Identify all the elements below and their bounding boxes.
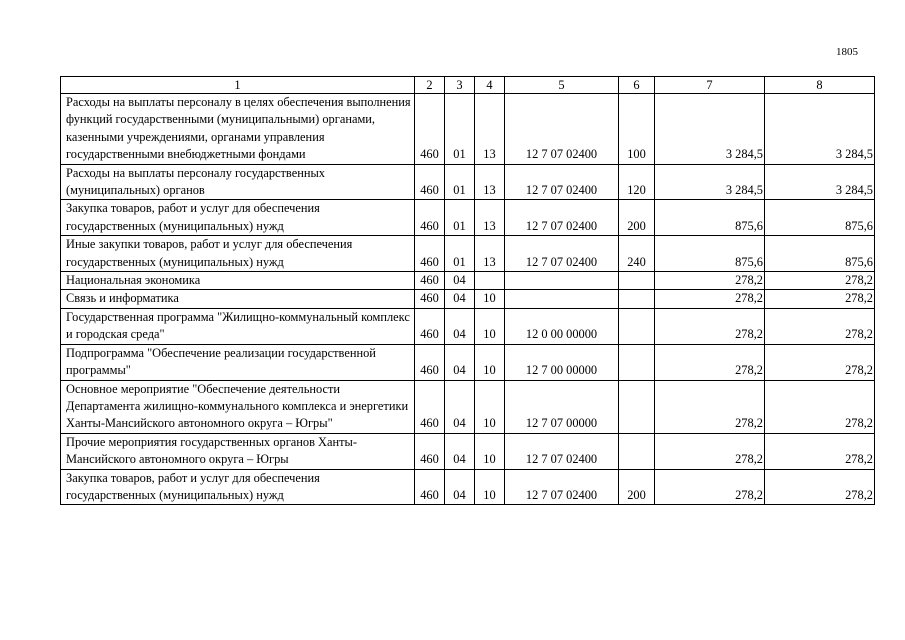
column-header-7: 7 bbox=[655, 77, 765, 94]
ministry-code-cell: 460 bbox=[415, 308, 445, 344]
amount-cell-7: 278,2 bbox=[655, 308, 765, 344]
section-code-cell: 04 bbox=[445, 344, 475, 380]
target-article-cell: 12 7 07 00000 bbox=[505, 380, 619, 433]
ministry-code-cell: 460 bbox=[415, 272, 445, 290]
expense-type-cell: 200 bbox=[619, 469, 655, 505]
subsection-code-cell: 10 bbox=[475, 380, 505, 433]
expense-type-cell: 200 bbox=[619, 200, 655, 236]
subsection-code-cell: 10 bbox=[475, 344, 505, 380]
amount-cell-8: 875,6 bbox=[765, 236, 875, 272]
section-code-cell: 01 bbox=[445, 200, 475, 236]
column-header-5: 5 bbox=[505, 77, 619, 94]
ministry-code-cell: 460 bbox=[415, 380, 445, 433]
target-article-cell: 12 7 07 02400 bbox=[505, 236, 619, 272]
target-article-cell: 12 7 07 02400 bbox=[505, 200, 619, 236]
amount-cell-7: 278,2 bbox=[655, 344, 765, 380]
column-header-8: 8 bbox=[765, 77, 875, 94]
subsection-code-cell: 13 bbox=[475, 200, 505, 236]
amount-cell-8: 278,2 bbox=[765, 344, 875, 380]
amount-cell-7: 3 284,5 bbox=[655, 164, 765, 200]
expense-name-cell: Государственная программа "Жилищно-коммунальный комплекс и городская среда" bbox=[61, 308, 415, 344]
table-body bbox=[61, 94, 875, 505]
column-header-1: 1 bbox=[61, 77, 415, 94]
target-article-cell: 12 0 00 00000 bbox=[505, 308, 619, 344]
amount-cell-8: 278,2 bbox=[765, 308, 875, 344]
ministry-code-cell: 460 bbox=[415, 433, 445, 469]
table-row bbox=[61, 236, 875, 272]
section-code-cell: 04 bbox=[445, 272, 475, 290]
ministry-code-cell: 460 bbox=[415, 344, 445, 380]
amount-cell-8: 3 284,5 bbox=[765, 94, 875, 165]
subsection-code-cell: 10 bbox=[475, 308, 505, 344]
target-article-cell: 12 7 07 02400 bbox=[505, 164, 619, 200]
expense-type-cell bbox=[619, 433, 655, 469]
subsection-code-cell: 13 bbox=[475, 94, 505, 165]
column-header-3: 3 bbox=[445, 77, 475, 94]
table-row bbox=[61, 344, 875, 380]
section-code-cell: 04 bbox=[445, 469, 475, 505]
amount-cell-7: 278,2 bbox=[655, 380, 765, 433]
column-header-4: 4 bbox=[475, 77, 505, 94]
expense-type-cell: 100 bbox=[619, 94, 655, 165]
expense-type-cell bbox=[619, 290, 655, 308]
page-number: 1805 bbox=[836, 46, 858, 58]
budget-table bbox=[60, 76, 875, 505]
expense-name-cell: Связь и информатика bbox=[61, 290, 415, 308]
amount-cell-7: 278,2 bbox=[655, 272, 765, 290]
target-article-cell bbox=[505, 272, 619, 290]
amount-cell-7: 875,6 bbox=[655, 236, 765, 272]
target-article-cell: 12 7 07 02400 bbox=[505, 94, 619, 165]
section-code-cell: 04 bbox=[445, 290, 475, 308]
table-row bbox=[61, 200, 875, 236]
amount-cell-7: 278,2 bbox=[655, 290, 765, 308]
column-header-2: 2 bbox=[415, 77, 445, 94]
amount-cell-8: 278,2 bbox=[765, 469, 875, 505]
ministry-code-cell: 460 bbox=[415, 290, 445, 308]
table-row bbox=[61, 469, 875, 505]
expense-name-cell: Закупка товаров, работ и услуг для обеспечения государственных (муниципальных) нужд bbox=[61, 469, 415, 505]
ministry-code-cell: 460 bbox=[415, 236, 445, 272]
table-row bbox=[61, 164, 875, 200]
ministry-code-cell: 460 bbox=[415, 200, 445, 236]
expense-type-cell bbox=[619, 308, 655, 344]
section-code-cell: 04 bbox=[445, 433, 475, 469]
amount-cell-8: 875,6 bbox=[765, 200, 875, 236]
header-row bbox=[61, 77, 875, 94]
table-row bbox=[61, 272, 875, 290]
expense-type-cell bbox=[619, 272, 655, 290]
expense-name-cell: Закупка товаров, работ и услуг для обеспечения государственных (муниципальных) нужд bbox=[61, 200, 415, 236]
table-row bbox=[61, 433, 875, 469]
expense-name-cell: Иные закупки товаров, работ и услуг для обеспечения государственных (муниципальных) нужд bbox=[61, 236, 415, 272]
subsection-code-cell: 10 bbox=[475, 469, 505, 505]
amount-cell-7: 875,6 bbox=[655, 200, 765, 236]
section-code-cell: 01 bbox=[445, 236, 475, 272]
column-header-6: 6 bbox=[619, 77, 655, 94]
subsection-code-cell bbox=[475, 272, 505, 290]
expense-name-cell: Подпрограмма "Обеспечение реализации государственной программы" bbox=[61, 344, 415, 380]
subsection-code-cell: 13 bbox=[475, 236, 505, 272]
amount-cell-8: 278,2 bbox=[765, 380, 875, 433]
expense-type-cell bbox=[619, 380, 655, 433]
target-article-cell: 12 7 07 02400 bbox=[505, 469, 619, 505]
expense-name-cell: Расходы на выплаты персоналу в целях обеспечения выполнения функций государственными (муниципальными) органами, казенными учреждениями, органами управления государственными внебюджетными фондами bbox=[61, 94, 415, 165]
expense-name-cell: Основное мероприятие "Обеспечение деятельности Департамента жилищно-коммунального комплекса и энергетики Ханты-Мансийского автономного округа – Югры" bbox=[61, 380, 415, 433]
expense-name-cell: Расходы на выплаты персоналу государственных (муниципальных) органов bbox=[61, 164, 415, 200]
expense-type-cell: 240 bbox=[619, 236, 655, 272]
section-code-cell: 04 bbox=[445, 380, 475, 433]
target-article-cell: 12 7 07 02400 bbox=[505, 433, 619, 469]
table-row bbox=[61, 380, 875, 433]
expense-type-cell bbox=[619, 344, 655, 380]
ministry-code-cell: 460 bbox=[415, 94, 445, 165]
section-code-cell: 01 bbox=[445, 164, 475, 200]
expense-type-cell: 120 bbox=[619, 164, 655, 200]
subsection-code-cell: 10 bbox=[475, 290, 505, 308]
ministry-code-cell: 460 bbox=[415, 469, 445, 505]
target-article-cell bbox=[505, 290, 619, 308]
amount-cell-8: 278,2 bbox=[765, 433, 875, 469]
amount-cell-7: 278,2 bbox=[655, 433, 765, 469]
subsection-code-cell: 13 bbox=[475, 164, 505, 200]
section-code-cell: 01 bbox=[445, 94, 475, 165]
amount-cell-7: 278,2 bbox=[655, 469, 765, 505]
amount-cell-7: 3 284,5 bbox=[655, 94, 765, 165]
table-row bbox=[61, 94, 875, 165]
amount-cell-8: 278,2 bbox=[765, 290, 875, 308]
ministry-code-cell: 460 bbox=[415, 164, 445, 200]
table-row bbox=[61, 308, 875, 344]
amount-cell-8: 3 284,5 bbox=[765, 164, 875, 200]
amount-cell-8: 278,2 bbox=[765, 272, 875, 290]
target-article-cell: 12 7 00 00000 bbox=[505, 344, 619, 380]
subsection-code-cell: 10 bbox=[475, 433, 505, 469]
table-row bbox=[61, 290, 875, 308]
expense-name-cell: Национальная экономика bbox=[61, 272, 415, 290]
expense-name-cell: Прочие мероприятия государственных органов Ханты-Мансийского автономного округа – Югры bbox=[61, 433, 415, 469]
section-code-cell: 04 bbox=[445, 308, 475, 344]
